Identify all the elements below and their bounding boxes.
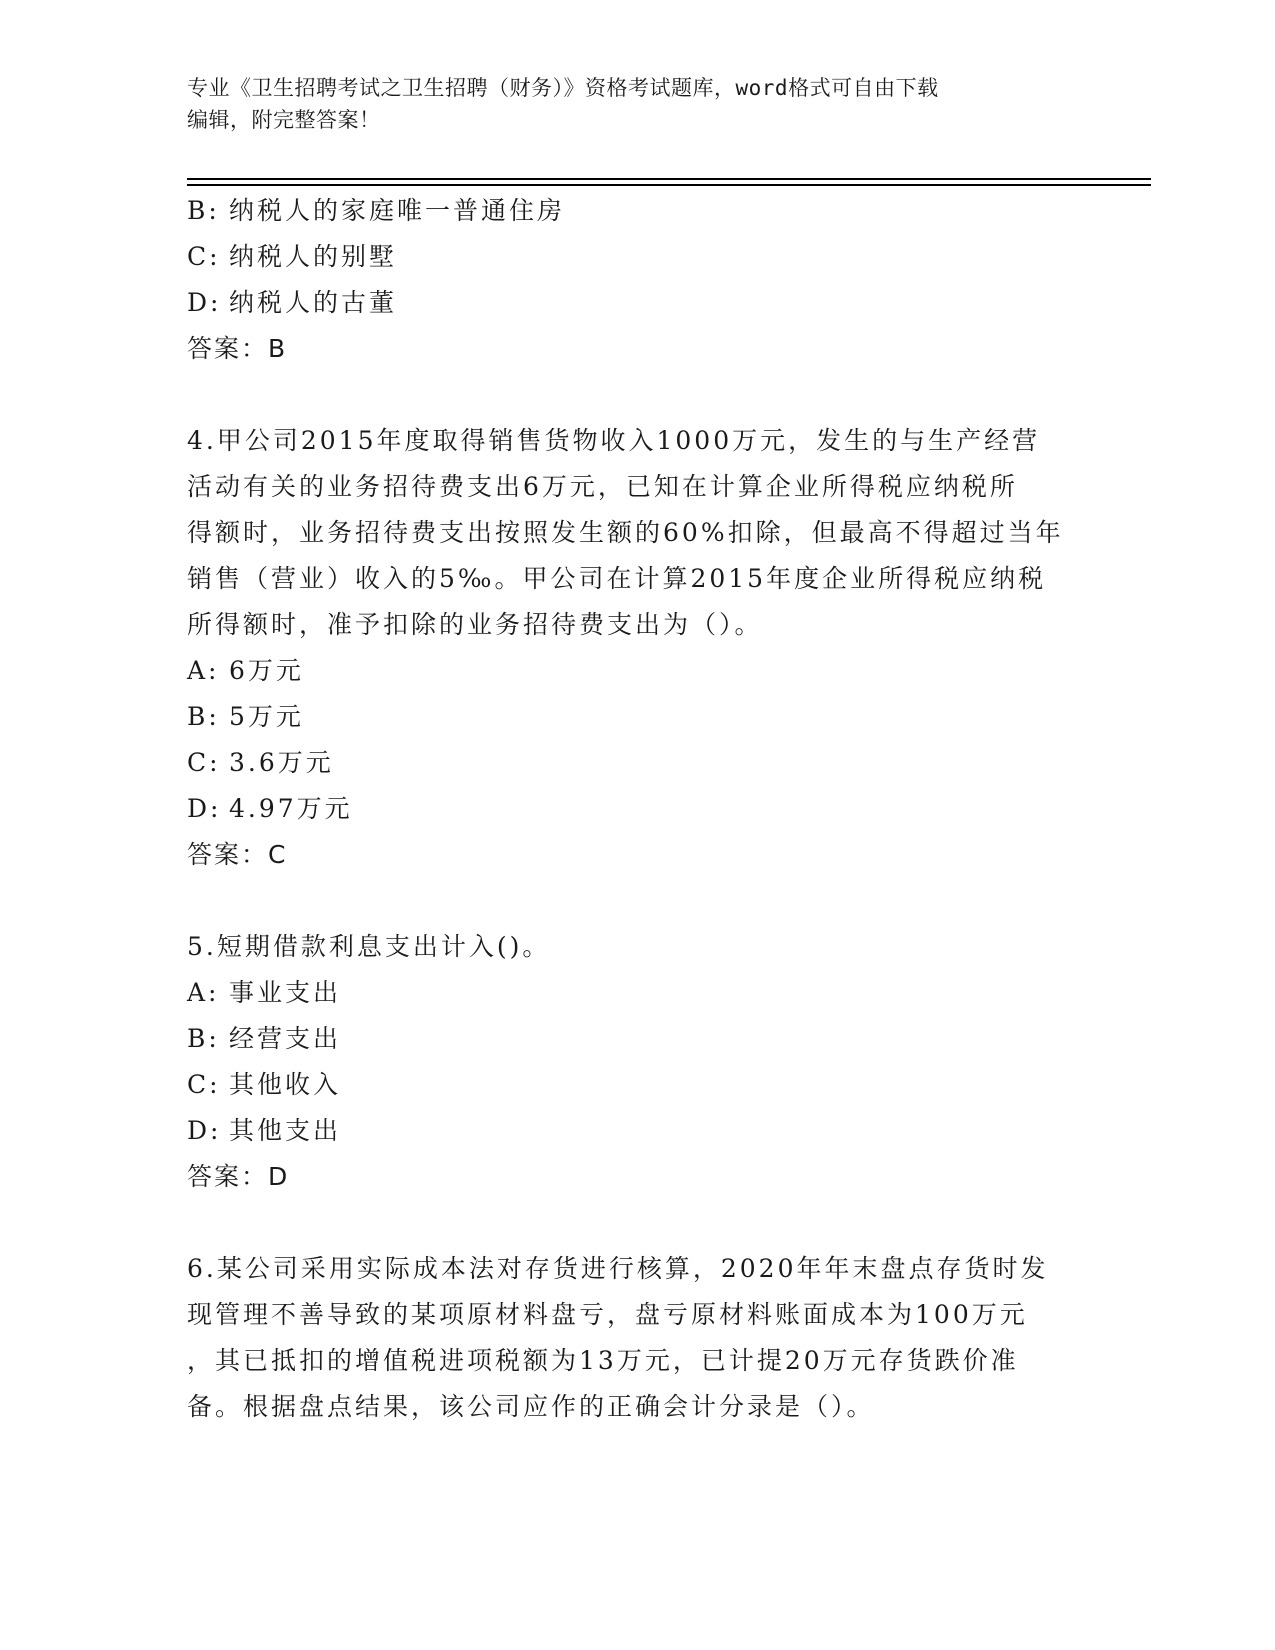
header-divider-top bbox=[187, 178, 1151, 180]
option-d: D: 其他支出 bbox=[187, 1116, 342, 1145]
question-3-tail bbox=[187, 188, 1087, 372]
question-text-line: 现管理不善导致的某项原材料盘亏，盘亏原材料账面成本为100万元 bbox=[187, 1300, 1028, 1329]
option-c: C: 其他收入 bbox=[187, 1070, 342, 1099]
question-text-line: 活动有关的业务招待费支出6万元，已知在计算企业所得税应纳税所 bbox=[187, 472, 1018, 501]
answer-line: 答案：D bbox=[187, 1162, 290, 1191]
question-6 bbox=[187, 1246, 1087, 1430]
question-content bbox=[187, 188, 1087, 1430]
question-text-line: 5.短期借款利息支出计入()。 bbox=[187, 932, 551, 961]
question-text-line: 备。根据盘点结果，该公司应作的正确会计分录是（）。 bbox=[187, 1392, 875, 1421]
option-b: B: 经营支出 bbox=[187, 1024, 342, 1053]
question-text-line: 6.某公司采用实际成本法对存货进行核算，2020年年末盘点存货时发 bbox=[187, 1254, 1049, 1283]
answer-line: 答案：B bbox=[187, 334, 288, 363]
question-text-line: 销售（营业）收入的5‰。甲公司在计算2015年度企业所得税应纳税 bbox=[187, 564, 1047, 593]
header-line-1: 专业《卫生招聘考试之卫生招聘（财务）》资格考试题库，word格式可自由下载 bbox=[187, 76, 939, 100]
question-text-line: ，其已抵扣的增值税进项税额为13万元，已计提20万元存货跌价准 bbox=[187, 1346, 1019, 1375]
question-text-line: 得额时，业务招待费支出按照发生额的60%扣除，但最高不得超过当年 bbox=[187, 518, 1064, 547]
option-c: C: 3.6万元 bbox=[187, 748, 334, 777]
option-a: A: 6万元 bbox=[187, 656, 304, 685]
header-divider-bottom bbox=[187, 184, 1151, 186]
question-text-line: 所得额时，准予扣除的业务招待费支出为（）。 bbox=[187, 610, 763, 639]
option-d: D: 纳税人的古董 bbox=[187, 288, 398, 317]
question-text-line: 4.甲公司2015年度取得销售货物收入1000万元，发生的与生产经营 bbox=[187, 426, 1041, 455]
question-5 bbox=[187, 924, 1087, 1200]
option-c: C: 纳税人的别墅 bbox=[187, 242, 398, 271]
option-b: B: 5万元 bbox=[187, 702, 304, 731]
question-4 bbox=[187, 418, 1087, 878]
option-b: B: 纳税人的家庭唯一普通住房 bbox=[187, 196, 566, 225]
option-d: D: 4.97万元 bbox=[187, 794, 353, 823]
answer-line: 答案：C bbox=[187, 840, 288, 869]
document-header bbox=[187, 72, 1087, 136]
option-a: A: 事业支出 bbox=[187, 978, 342, 1007]
header-line-2: 编辑，附完整答案！ bbox=[187, 108, 381, 132]
